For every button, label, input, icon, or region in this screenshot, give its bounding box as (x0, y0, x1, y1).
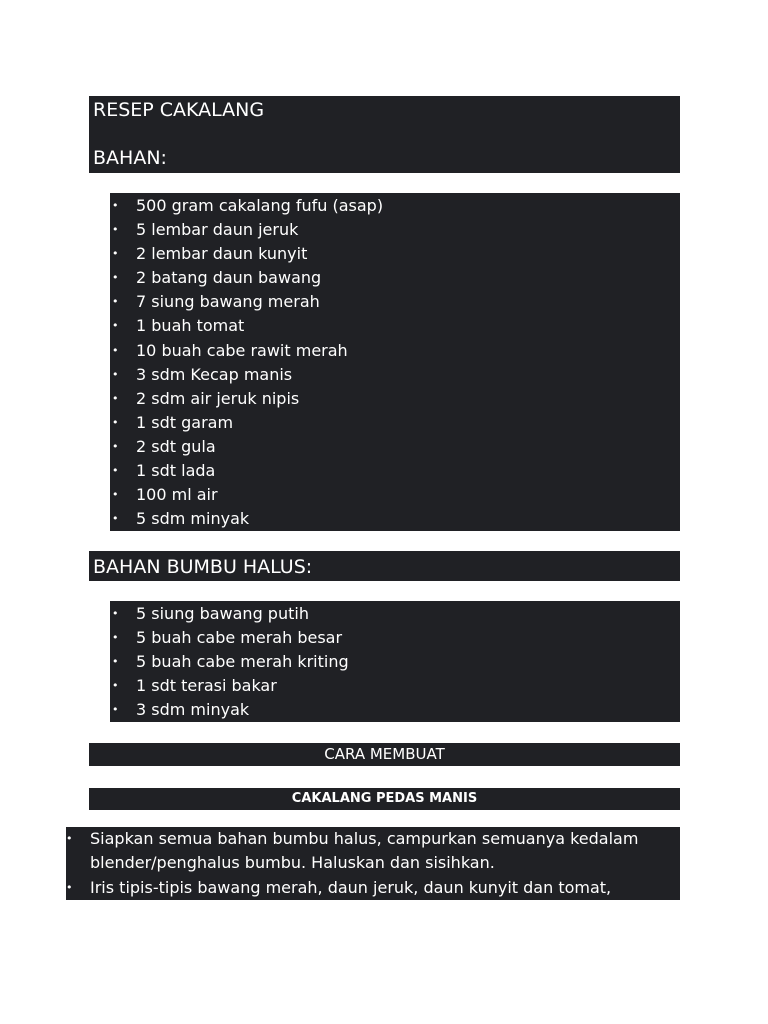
bullet-icon: • (112, 607, 119, 620)
list-item (110, 483, 383, 507)
bumbu-heading: BAHAN BUMBU HALUS: (93, 556, 313, 578)
list-item-text: 2 sdm air jeruk nipis (136, 388, 300, 408)
step-text: Siapkan semua bahan bumbu halus, campurkan semuanya kedalam blender/penghalus bumbu. Haluskan dan sisihkan. (90, 829, 639, 873)
step-item (66, 876, 680, 925)
step-text: Iris tipis-tipis bawang merah, daun jeruk, daun kunyit dan tomat, sisihkan. (90, 877, 612, 921)
bullet-icon: • (112, 631, 119, 645)
bullet-icon: • (112, 512, 119, 526)
list-item-text: 3 sdm minyak (136, 700, 250, 720)
bullet-icon: • (112, 271, 119, 285)
list-item (110, 387, 383, 411)
bullet-icon: • (112, 319, 119, 333)
bullet-icon: • (112, 679, 119, 693)
list-item-text: 2 lembar daun kunyit (136, 244, 308, 264)
bullet-icon: • (112, 488, 119, 502)
bullet-icon: • (112, 439, 119, 453)
recipe-title: RESEP CAKALANG (93, 99, 265, 121)
list-item-text: 1 sdt garam (136, 412, 234, 432)
list-item (110, 507, 383, 531)
list-item-text: 5 siung bawang putih (136, 604, 309, 623)
bullet-icon: • (112, 247, 119, 261)
list-item (110, 242, 383, 266)
bullet-icon: • (112, 415, 119, 429)
list-item-text: 100 ml air (136, 485, 218, 505)
list-item (110, 435, 383, 459)
bullet-icon: • (112, 464, 119, 478)
variant-heading: CAKALANG PEDAS MANIS (89, 788, 680, 810)
bahan-list (110, 193, 680, 531)
bullet-icon: • (112, 367, 119, 381)
list-item (110, 626, 349, 650)
bullet-icon: • (66, 880, 73, 894)
list-item-text: 5 buah cabe merah besar (136, 628, 343, 648)
bullet-icon: • (112, 295, 119, 309)
list-item-text: 2 batang daun bawang (136, 268, 322, 288)
title-block (89, 96, 680, 173)
bullet-icon: • (112, 391, 119, 405)
bullet-icon: • (112, 655, 119, 669)
list-item-text: 5 sdm minyak (136, 509, 250, 529)
list-item-text: 500 gram cakalang fufu (asap) (136, 196, 384, 215)
bumbu-list (110, 601, 680, 722)
list-item-text: 10 buah cabe rawit merah (136, 340, 348, 360)
bumbu-heading-block (89, 551, 680, 581)
list-item (110, 266, 383, 290)
list-item (110, 290, 383, 314)
cara-membuat-heading: CARA MEMBUAT (89, 743, 680, 766)
bahan-heading: BAHAN: (93, 147, 167, 169)
list-item (110, 363, 383, 387)
list-item (110, 314, 383, 338)
list-item (110, 459, 383, 483)
list-item-text: 7 siung bawang merah (136, 292, 320, 312)
bullet-icon: • (112, 223, 119, 237)
bullet-icon: • (112, 343, 119, 357)
list-item-text: 2 sdt gula (136, 436, 216, 456)
list-item (110, 194, 383, 218)
list-item-text: 1 buah tomat (136, 316, 245, 336)
list-item (110, 339, 383, 363)
list-item (110, 602, 349, 626)
list-item-text: 1 sdt lada (136, 461, 216, 481)
steps-list (66, 827, 680, 921)
list-item (110, 674, 349, 698)
list-item (110, 650, 349, 674)
bullet-icon: • (112, 703, 119, 717)
list-item (110, 698, 349, 722)
list-item-text: 5 buah cabe merah kriting (136, 652, 349, 672)
bullet-icon: • (112, 199, 119, 212)
list-item-text: 3 sdm Kecap manis (136, 364, 293, 384)
bullet-icon: • (66, 832, 73, 845)
list-item (110, 411, 383, 435)
list-item-text: 5 lembar daun jeruk (136, 220, 299, 240)
list-item-text: 1 sdt terasi bakar (136, 676, 277, 696)
list-item (110, 218, 383, 242)
step-item (66, 827, 680, 876)
